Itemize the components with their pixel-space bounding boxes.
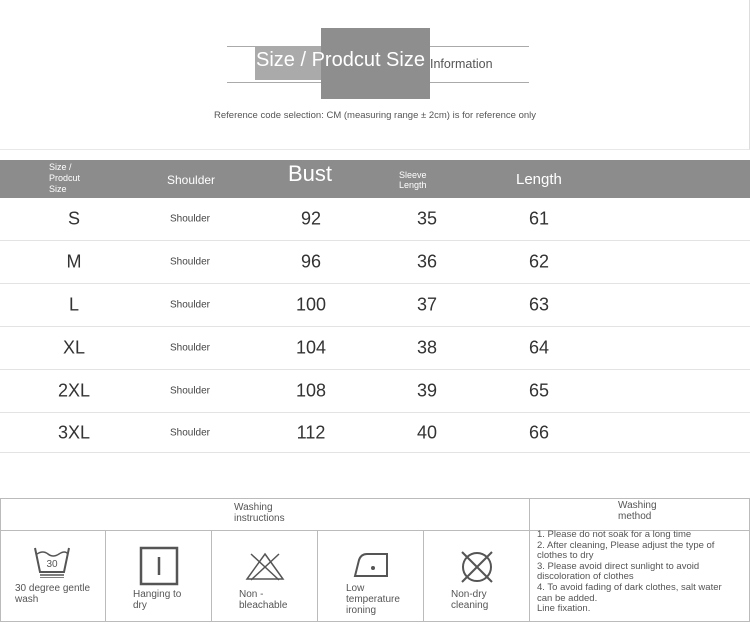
reference-note: Reference code selection: CM (measuring range ± 2cm) is for reference only [214,110,537,121]
col-header-sleeve: Sleeve Length [399,170,427,190]
col-header-bust: Bust [288,161,333,186]
col-header-size: Size / Prodcut Size [49,162,81,194]
low-iron-label: Low temperature ironing [346,583,400,616]
cell-length: 61 [528,208,550,229]
cell-size: M [66,251,82,272]
table-row [0,198,750,241]
no-dry-clean-label: Non-dry cleaning [451,589,489,611]
cell-shoulder: Shoulder [169,256,211,268]
washing-method-line: 4. To avoid fading of dark clothes, salt water can be added. [537,581,722,604]
no-bleach-label: Non -bleachable [239,589,288,611]
washing-method-line: 3. Please avoid direct sunlight to avoid discoloration of clothes [537,560,700,583]
cell-size: S [67,208,81,229]
page-title-suffix: Information [430,57,493,71]
col-header-shoulder: Shoulder [167,173,216,187]
cell-sleeve: 38 [416,337,438,358]
hang-dry-label: Hanging to dry [133,589,182,611]
washing-method-line: 1. Please do not soak for a long time [537,529,692,540]
cell-size: 3XL [57,422,91,442]
page-title: Size / Prodcut Size [256,49,425,71]
cell-bust: 100 [295,294,327,315]
washing-method-divider [529,498,530,622]
cell-sleeve: 37 [416,294,438,315]
table-row [0,413,750,453]
cell-length: 63 [528,294,550,315]
no-dry-clean-icon [457,549,497,585]
cell-size: L [68,294,80,315]
washing-method-line: Line fixation. [537,603,591,615]
cell-bust: 104 [295,337,327,358]
cell-shoulder: Shoulder [169,299,211,311]
wash-30-label: 30 degree gentle wash [15,583,91,605]
cell-sleeve: 35 [416,208,438,229]
cell-sleeve: 39 [416,380,438,401]
size-table-header [0,160,750,198]
cell-bust: 112 [296,422,326,442]
cell-length: 65 [528,380,550,401]
cell-shoulder: Shoulder [169,385,211,397]
washing-method-line: 2. After cleaning, Please adjust the type of clothes to dry [537,539,715,562]
cell-sleeve: 40 [416,422,438,442]
wash-temperature-label: 30 [46,559,58,570]
cell-size: 2XL [57,380,91,401]
cell-shoulder: Shoulder [169,213,211,225]
icon-divider [317,530,318,622]
table-row [0,370,750,413]
cell-shoulder: Shoulder [169,342,211,354]
cell-length: 66 [528,422,550,442]
table-row [0,327,750,370]
cell-bust: 92 [300,208,322,229]
washing-instructions-title: Washing instructions [234,502,285,524]
low-iron-icon [351,550,391,580]
cell-bust: 108 [295,380,327,401]
icon-divider [211,530,212,622]
washing-method-text [537,530,737,615]
cell-shoulder: Shoulder [169,427,211,438]
table-row [0,241,750,284]
washing-method-title: Washing method [618,500,657,522]
cell-sleeve: 36 [416,251,438,272]
icon-divider [105,530,106,622]
hang-dry-icon [139,546,179,586]
col-header-length: Length [516,171,562,188]
cell-length: 62 [528,251,550,272]
wash-30-icon [32,544,72,578]
cell-size: XL [62,337,86,358]
no-bleach-icon [245,552,285,582]
icon-divider [423,530,424,622]
table-row [0,284,750,327]
cell-length: 64 [528,337,550,358]
cell-bust: 96 [300,251,322,272]
